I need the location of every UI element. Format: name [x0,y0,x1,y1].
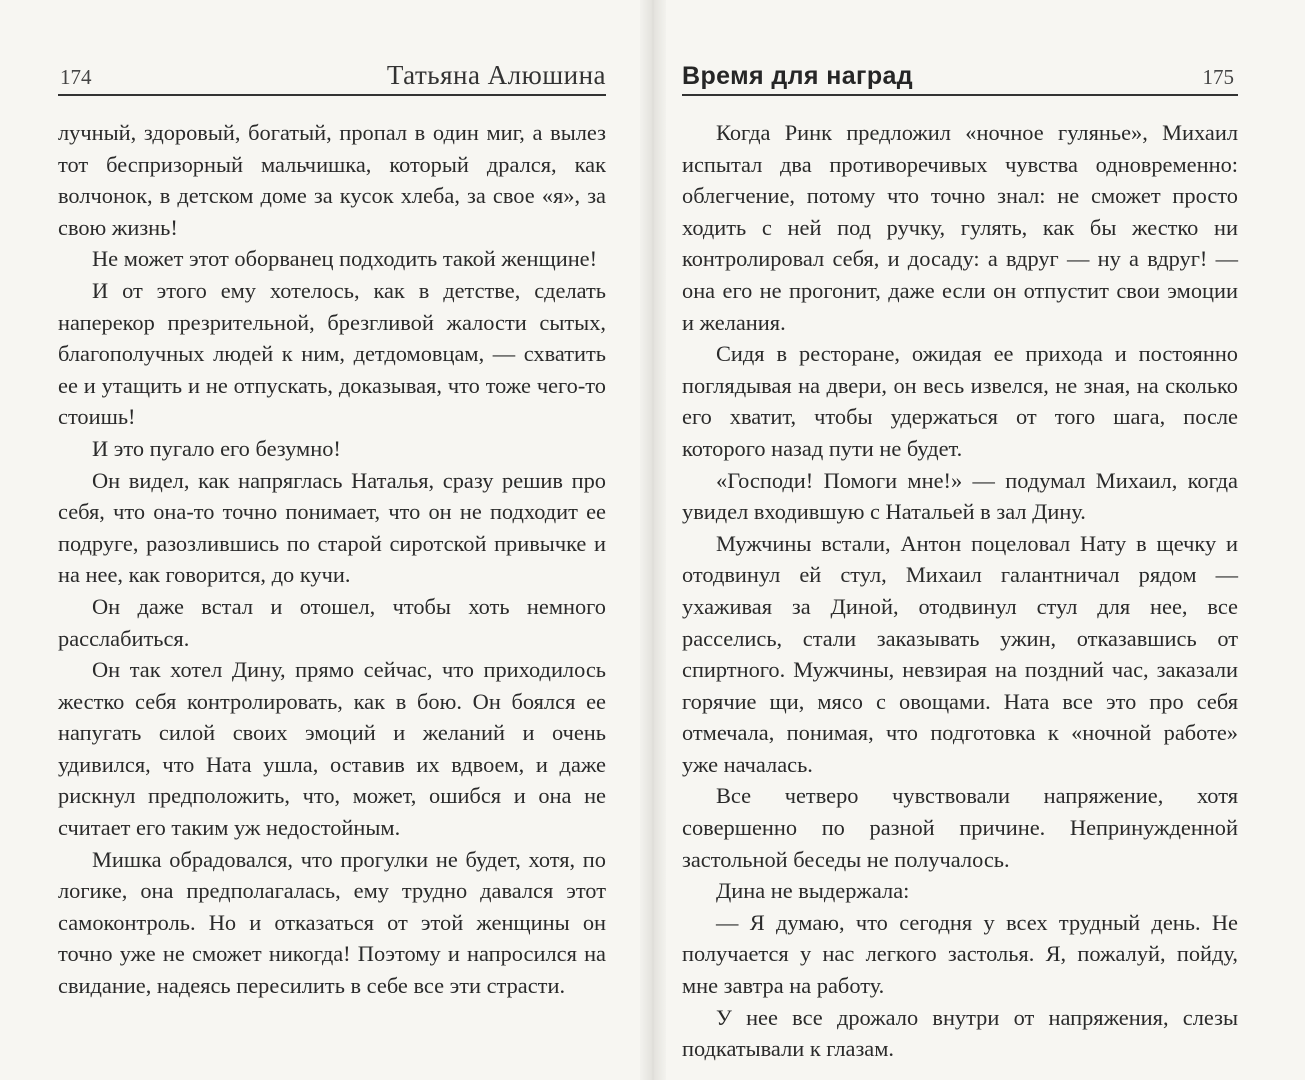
right-paragraph: — Я думаю, что сегодня у всех трудный день. Не получается у нас легкого застолья. Я, пожалуй, пойду, мне завтра на работу. [682,909,1238,999]
right-running-title: Время для наград [682,62,914,90]
book-gutter [640,0,666,1080]
left-paragraph: Он видел, как напряглась Наталья, сразу решив про себя, что она-то точно понимает, что он не подходит ее подруге, разозлившись по старой сиротской привычке и на нее, как говорится, до кучи. [58,467,606,588]
right-page-number: 175 [1202,65,1234,89]
right-paragraph: «Господи! Помоги мне!» — подумал Михаил, когда увидел входившую с Натальей в зал Дину. [682,467,1238,525]
right-paragraph: У нее все дрожало внутри от напряжения, слезы подкатывали к глазам. [682,1004,1238,1062]
right-page [666,0,1305,1080]
left-paragraph: Он даже встал и отошел, чтобы хоть немного расслабиться. [58,593,606,651]
right-paragraph: Когда Ринк предложил «ночное гулянье», Михаил испытал два противоречивых чувства одновременно: облегчение, потому что точно знал: не сможет просто ходить с ней под ручку, гулять, как бы жестко ни контролировал себя, и досаду: а вдруг — ну а вдруг! — она его не прогонит, даже если он отпустит свои эмоции и желания. [682,120,1238,335]
right-paragraph: Дина не выдержала: [716,878,910,904]
left-page [0,0,640,1080]
right-paragraph: Сидя в ресторане, ожидая ее прихода и постоянно поглядывая на двери, он весь извелся, не зная, на сколько его хватит, чтобы удержаться от того шага, после которого назад пути не будет. [682,341,1238,461]
left-paragraph: Он так хотел Дину, прямо сейчас, что приходилось жестко себя контролировать, как в бою. Он боялся ее напугать силой своих эмоций и желаний и очень удивился, что Ната ушла, оставив их вдвоем, и даже рискнул предположить, что, может, ошибся и она не считает его таким уж недостойным. [58,657,606,841]
left-paragraph: И это пугало его безумно! [92,435,341,461]
left-paragraph: лучный, здоровый, богатый, пропал в один миг, а вылез тот беспризорный мальчишка, который дрался, как волчонок, в детском доме за кусок хлеба, за свое «я», за свою жизнь! [58,120,606,240]
left-page-text [58,117,606,1002]
left-page-number: 174 [60,65,92,89]
right-paragraph: Все четверо чувствовали напряжение, хотя совершенно по разной причине. Непринужденной застольной беседы не получалось. [682,783,1238,872]
left-paragraph: Мишка обрадовался, что прогулки не будет, хотя, по логике, она предполагалась, ему трудно давался этот самоконтроль. Но и отказаться от этой женщины он точно уже не сможет никогда! Поэтому и напросился на свидание, надеясь пересилить в себе все эти страсти. [58,846,606,999]
right-page-header [682,48,1238,96]
right-paragraph: Мужчины встали, Антон поцеловал Нату в щечку и отодвинул ей стул, Михаил галантничал рядом — ухаживая за Диной, отодвинул стул для нее, все расселись, стали заказывать ужин, отказавшись от спиртного. Мужчины, невзирая на поздний час, заказали горячие щи, мясо с овощами. Ната все это про себя отмечала, понимая, что подготовка к «ночной работе» уже началась. [682,530,1238,777]
left-page-header [58,48,606,96]
left-paragraph: Не может этот оборванец подходить такой женщине! [92,246,598,272]
left-paragraph: И от этого ему хотелось, как в детстве, сделать наперекор презрительной, брезгливой жалости сытых, благополучных людей к ним, детдомовцам, — схватить ее и утащить и не отпускать, доказывая, что тоже чего-то стоишь! [58,277,606,430]
right-page-text [682,117,1238,1065]
left-running-title: Татьяна Алюшина [386,60,606,90]
